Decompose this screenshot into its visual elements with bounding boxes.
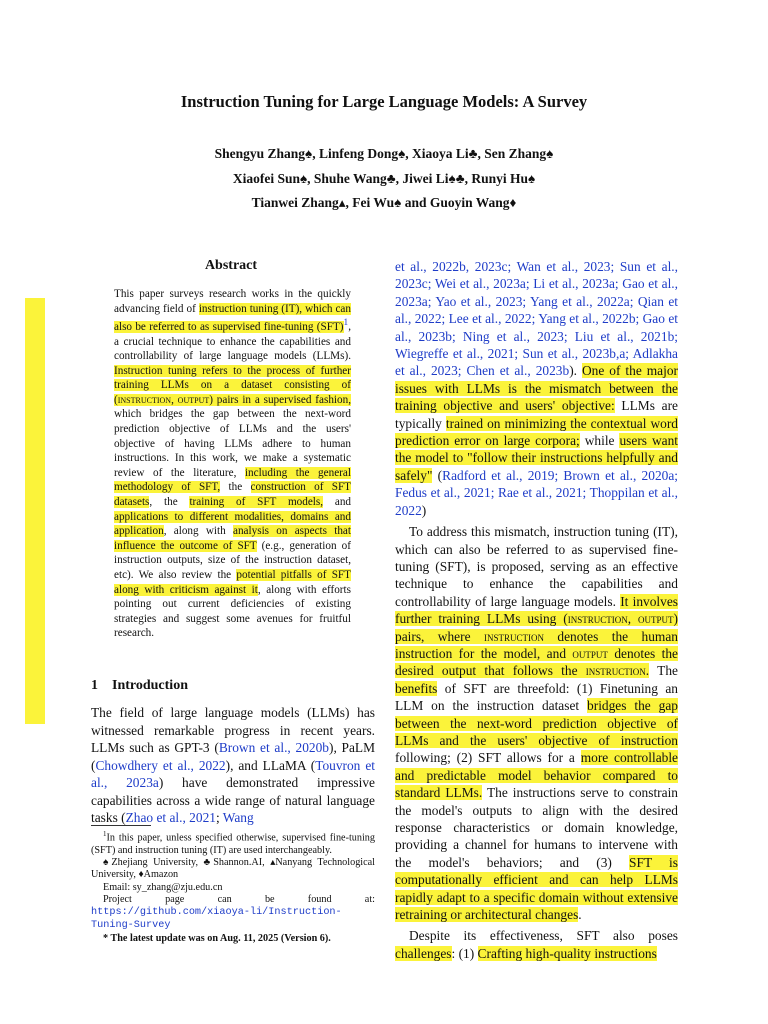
paragraph: To address this mismatch, instruction tuning (IT), which can also be referred to as supervised fine-tuning (SFT), is proposed, serving as an effective technique to enhance the capabilities and controllability of large language models. It involves further training LLMs using (instruction, output) pairs, where instruction denotes the human instruction for the model, and output denotes the desired output that follows the instruction. The benefits of SFT are threefold: (1) Finetuning an LLM on the instruction dataset bridges the gap between the next-word prediction objective of LLMs and the users' objective of instruction following; (2) SFT allows for a more controllable and predictable model behavior compared to standard LLMs. The instructions serve to constrain the model's outputs to align with the desired response characteristics or domain knowledge, providing a channel for humans to intervene with the model's behaviors; and (3) SFT is computationally efficient and can help LLMs rapidly adapt to a specific domain without extensive retraining or architectural changes.: [395, 524, 679, 923]
smallcaps-term: instruction: [585, 663, 646, 679]
section-title: Introduction: [112, 678, 188, 693]
footnote-rule: [91, 825, 151, 826]
project-page: Project page can be found at: https://github.com/xiaoya-li/Instruction-Tuning-Survey: [91, 893, 375, 932]
abstract-highlight: Instruction tuning refers to the process of further training LLMs on a dataset consisting of (instruction, output) pairs in a supervised fashion,: [114, 364, 352, 406]
abstract-highlight: training of SFT models,: [189, 496, 324, 509]
abstract-text: which bridges the gap between the next-word prediction objective of LLMs and the users' objective of having LLMs adhere to human instructions. In this work, we make a systematic review of the literature,: [114, 408, 351, 479]
author-line-3: Tianwei Zhang▴, Fei Wu♠ and Guoyin Wang♦: [251, 195, 517, 210]
highlight: challenges: [395, 945, 452, 961]
abstract-highlight: potential pitfalls of SFT along with criticism against it: [114, 569, 351, 596]
citation-link[interactable]: Touvron et al., 2023a: [91, 757, 375, 790]
margin-highlight-bar: [25, 298, 45, 724]
contact-email: Email: sy_zhang@zju.edu.cn: [103, 881, 223, 893]
right-column: [395, 258, 678, 962]
highlight: Crafting high-quality instructions: [477, 945, 657, 961]
footnote-marker[interactable]: 1: [343, 318, 349, 329]
citation-link[interactable]: Radford et al., 2019; Brown et al., 2020a; Fedus et al., 2021; Rae et al., 2021; Thoppilan et al., 2022: [395, 467, 678, 518]
paragraph: et al., 2022b, 2023c; Wan et al., 2023; Sun et al., 2023c; Wei et al., 2023a; Li et al., 2023a; Gao et al., 2023a; Yao et al., 2023; Yang et al., 2022a; Qian et al., 2022; Lee et al., 2022; Yang et al., 2022b; Gao et al., 2023b; Ning et al., 2023; Liu et al., 2021b; Wiegreffe et al., 2021; Sun et al., 2023b,a; Adlakha et al., 2023; Chen et al., 2023b). One of the major issues with LLMs is the mismatch between the training objective and users' objective: LLMs are typically trained on minimizing the contextual word prediction error on large corpora; while users want the model to "follow their instructions helpfully and safely" (Radford et al., 2019; Brown et al., 2020a; Fedus et al., 2021; Rae et al., 2021; Thoppilan et al., 2022): [395, 259, 679, 518]
footnotes: [91, 828, 375, 945]
abstract-text: This paper surveys research works in the quickly advancing field of: [114, 288, 351, 315]
highlight: It involves further training LLMs using (instruction, output) pairs, where instruction denotes the human instruction for the model, and output denotes the desired output that follows the instruction.: [395, 593, 679, 679]
highlight: SFT is computationally efficient and can help LLMs rapidly adapt to a specific domain without extensive retraining or architectural changes: [395, 854, 678, 923]
highlight: bridges the gap between the next-word prediction objective of LLMs and the users' objective of instruction: [395, 698, 678, 748]
introduction-body: The field of large language models (LLMs) has witnessed remarkable progress in recent years. LLMs such as GPT-3 (Brown et al., 2020b), PaLM (Chowdhery et al., 2022), and LLaMA (Touvron et al., 2023a) have demonstrated impressive capabilities across a wide range of natural language tasks (Zhao et al., 2021; Wang: [91, 705, 376, 825]
abstract-highlight: instruction tuning (IT), which can also be referred to as supervised fine-tuning (SFT): [114, 302, 351, 333]
smallcaps-term: output: [572, 645, 608, 661]
update-note: * The latest update was on Aug. 11, 2025 (Version 6).: [103, 932, 331, 944]
abstract-highlight: including the general methodology of SFT,: [114, 466, 351, 494]
citation-link[interactable]: Chowdhery et al., 2022: [95, 757, 226, 773]
author-line-1: Shengyu Zhang♠, Linfeng Dong♠, Xiaoya Li♣, Sen Zhang♠: [214, 146, 554, 161]
paper-title: Instruction Tuning for Large Language Models: A Survey: [180, 92, 588, 111]
abstract-text: , a crucial technique to enhance the capabilities and controllability of large language models (LLMs).: [114, 320, 351, 363]
smallcaps-term: instruction, output: [117, 393, 210, 406]
highlight: benefits: [395, 680, 438, 696]
section-number: 1: [91, 678, 98, 693]
footnote-1: $^1$In this paper, unless specified otherwise, supervised fine-tuning (SFT) and instruction tuning (IT) are used interchangeably.: [91, 830, 375, 856]
affiliations: ♠Zhejiang University, ♣Shannon.AI, ▴Nanyang Technological University, ♦Amazon: [91, 856, 375, 881]
abstract-body: This paper surveys research works in the quickly advancing field of instruction tuning (IT), which can also be referred to as supervised fine-tuning (SFT)$^1$, a crucial technique to enhance the capabilities and controllability of large language models (LLMs). Instruction tuning refers to the process of further training LLMs on a dataset consisting of (instruction, output) pairs in a supervised fashion, which bridges the gap between the next-word prediction objective of LLMs and the users' objective of having LLMs adhere to human instructions. In this work, we make a systematic review of the literature, including the general methodology of SFT, the construction of SFT datasets, the training of SFT models, and applications to different modalities, domains and application, along with analysis on aspects that influence the outcome of SFT (e.g., generation of instruction outputs, size of the instruction dataset, etc). We also review the potential pitfalls of SFT along with criticism against it, along with efforts pointing out current deficiencies of existing strategies and suggest some avenues for fruitful research.: [114, 288, 352, 640]
smallcaps-term: instruction, output: [567, 611, 674, 627]
citation-link[interactable]: Zhao et al., 2021: [125, 810, 216, 825]
highlight: users want the model to "follow their instructions helpfully and safely": [395, 433, 678, 483]
smallcaps-term: instruction: [483, 628, 544, 644]
abstract-highlight: analysis on aspects that influence the outcome of SFT: [114, 525, 352, 552]
abstract-heading: Abstract: [204, 258, 258, 273]
abstract-highlight: construction of SFT datasets: [114, 481, 352, 509]
citation-link[interactable]: et al., 2022b, 2023c; Wan et al., 2023; Sun et al., 2023c; Wei et al., 2023a; Li et al., 2023a; Gao et al., 2023a; Yao et al., 2023; Yang et al., 2022a; Qian et al., 2022; Lee et al., 2022; Yang et al., 2022b; Gao et al., 2023b; Ning et al., 2023; Liu et al., 2021b; Wiegreffe et al., 2021; Sun et al., 2023b,a; Adlakha et al., 2023; Chen et al., 2023b: [395, 259, 678, 379]
citation-link[interactable]: Brown et al., 2020b: [218, 740, 329, 755]
author-line-2: Xiaofei Sun♠, Shuhe Wang♣, Jiwei Li♠♣, Runyi Hu♠: [232, 171, 536, 186]
abstract-highlight: applications to different modalities, domains and application: [114, 510, 351, 538]
paragraph: Despite its effectiveness, SFT also poses challenges: (1) Crafting high-quality instructions: [395, 928, 678, 961]
highlight: One of the major issues with LLMs is the mismatch between the training objective and users' objective:: [395, 363, 678, 414]
highlight: more controllable and predictable model behavior compared to standard LLMs.: [395, 750, 678, 801]
highlight: trained on minimizing the contextual word prediction error on large corpora;: [395, 415, 679, 449]
section-heading-introduction: [91, 678, 188, 694]
citation-link[interactable]: Wang: [222, 810, 254, 825]
project-url-link[interactable]: https://github.com/xiaoya-li/Instruction-Tuning-Survey: [91, 907, 342, 932]
